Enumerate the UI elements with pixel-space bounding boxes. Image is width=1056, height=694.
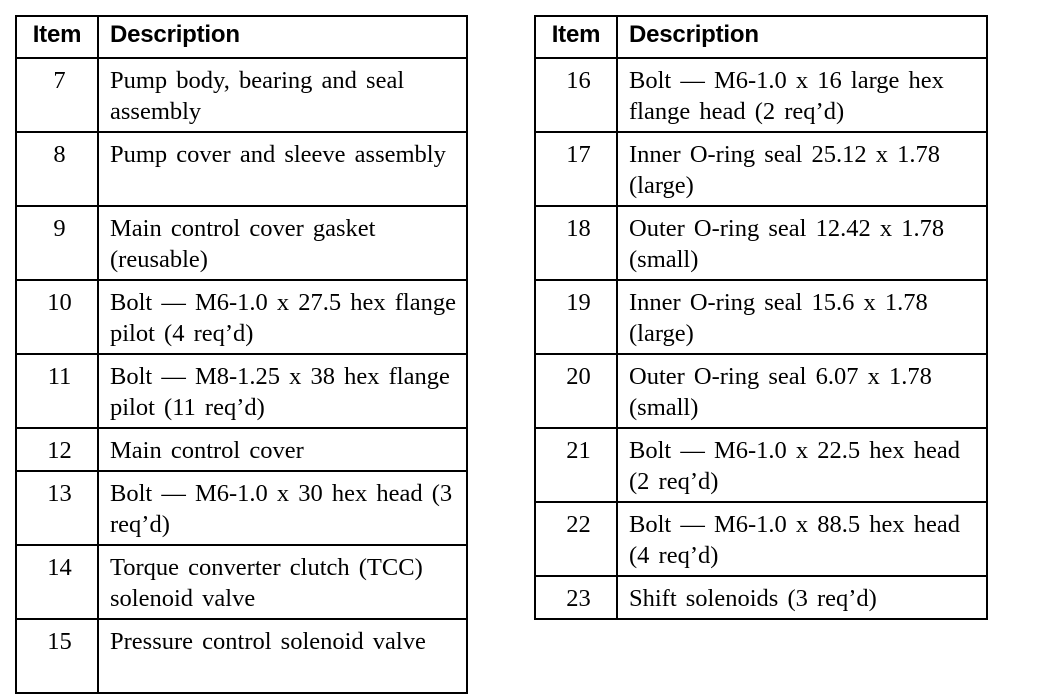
item-number: 9 (16, 206, 98, 280)
item-number: 22 (535, 502, 617, 576)
item-description: Main control cover (98, 428, 467, 471)
item-number: 21 (535, 428, 617, 502)
table-row (16, 471, 467, 545)
item-description: Bolt — M6-1.0 x 88.5 hex head (4 req’d) (617, 502, 987, 576)
item-description: Shift solenoids (3 req’d) (617, 576, 987, 619)
table-row (16, 280, 467, 354)
parts-table-left (15, 15, 468, 694)
table-row (535, 502, 987, 576)
table-row (16, 206, 467, 280)
item-description: Bolt — M6-1.0 x 27.5 hex flange pilot (4 req’d) (98, 280, 467, 354)
table-row (535, 132, 987, 206)
item-description: Main control cover gasket (reusable) (98, 206, 467, 280)
table-row (16, 545, 467, 619)
item-description: Torque converter clutch (TCC) solenoid valve (98, 545, 467, 619)
table-row (535, 354, 987, 428)
item-description: Bolt — M6-1.0 x 16 large hex flange head (2 req’d) (617, 58, 987, 132)
table-row (16, 354, 467, 428)
table-row (535, 428, 987, 502)
item-number: 11 (16, 354, 98, 428)
description-column-header: Description (98, 16, 467, 58)
item-number: 14 (16, 545, 98, 619)
item-number: 8 (16, 132, 98, 206)
item-number: 19 (535, 280, 617, 354)
table-row (535, 58, 987, 132)
item-description: Inner O-ring seal 15.6 x 1.78 (large) (617, 280, 987, 354)
item-number: 16 (535, 58, 617, 132)
item-column-header: Item (535, 16, 617, 58)
table-row (535, 206, 987, 280)
item-column-header: Item (16, 16, 98, 58)
table-header-row (16, 16, 467, 58)
table-row (16, 428, 467, 471)
item-description: Pump cover and sleeve assembly (98, 132, 467, 206)
item-description: Inner O-ring seal 25.12 x 1.78 (large) (617, 132, 987, 206)
item-description: Pump body, bearing and seal assembly (98, 58, 467, 132)
item-description: Bolt — M6-1.0 x 30 hex head (3 req’d) (98, 471, 467, 545)
table-header-row (535, 16, 987, 58)
table-row (16, 619, 467, 693)
item-number: 23 (535, 576, 617, 619)
description-column-header: Description (617, 16, 987, 58)
table-row (535, 576, 987, 619)
item-number: 13 (16, 471, 98, 545)
item-description: Pressure control solenoid valve (98, 619, 467, 693)
item-number: 7 (16, 58, 98, 132)
item-number: 18 (535, 206, 617, 280)
parts-table-right (534, 15, 988, 620)
item-description: Bolt — M6-1.0 x 22.5 hex head (2 req’d) (617, 428, 987, 502)
item-number: 12 (16, 428, 98, 471)
item-description: Bolt — M8-1.25 x 38 hex flange pilot (11 req’d) (98, 354, 467, 428)
item-number: 15 (16, 619, 98, 693)
item-number: 10 (16, 280, 98, 354)
item-number: 17 (535, 132, 617, 206)
table-row (535, 280, 987, 354)
item-number: 20 (535, 354, 617, 428)
item-description: Outer O-ring seal 12.42 x 1.78 (small) (617, 206, 987, 280)
item-description: Outer O-ring seal 6.07 x 1.78 (small) (617, 354, 987, 428)
table-row (16, 132, 467, 206)
table-row (16, 58, 467, 132)
